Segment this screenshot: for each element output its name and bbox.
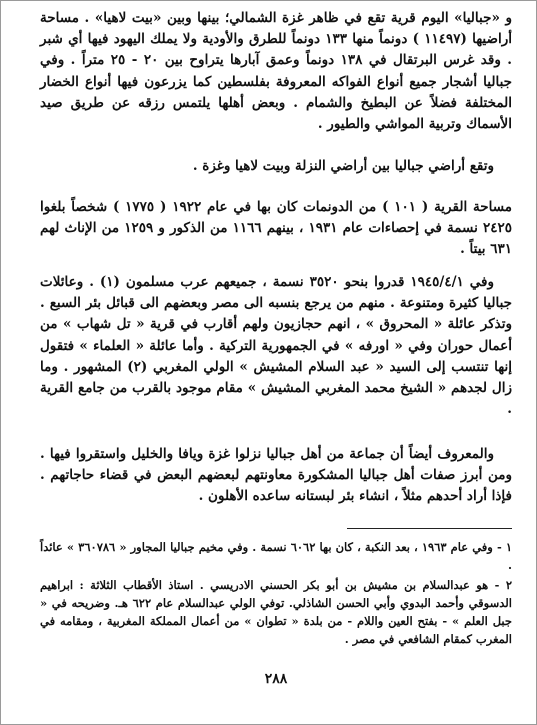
body-paragraph-1: و «جباليا» اليوم قرية تقع في ظاهر غزة الشمالي؛ بينها وبين «بيت لاهيا» . مساحة أراضيها (١١٤٩٧ ) دونماً منها ١٣٣ دونماً للطرق والأودية ولا يملك اليهود فيها أي شبر . وقد غرس البرتقال في ١٣٨ دونماً وعمق آبارها يتراوح بين ٢٠ - ٢٥ متراً . وفي جباليا أشجار جميع أنواع الفواكه المعروفة بفلسطين كما يزرعون فيها أنواع الخضار المختلفة فضلاً عن البطيخ والشمام . وبعض أهلها يلتمس رزقه عن طريق صيد الأسماك وتربية المواشي والطيور .: [40, 10, 512, 133]
page-number: ٢٨٨: [264, 671, 288, 687]
body-paragraph-2: وتقع أراضي جباليا بين أراضي النزلة وبيت لاهيا وغزة .: [192, 158, 494, 174]
body-paragraph-5: والمعروف أيضاً أن جماعة من أهل جباليا نزلوا غزة ويافا والخليل واستقروا فيها . ومن أبرز صفات أهل جباليا المشكورة معاونتهم لبعضهم البعض في قضاء حاجاتهم . فإذا أراد أحدهم مثلاً ، انشاء بئر لبستانه ساعده الأهلون .: [40, 446, 512, 505]
footnote-1: ١ - وفي عام ١٩٦٣ ، بعد النكبة ، كان بها ٦٠٦٢ نسمة . وفي مخيم جباليا المجاور « ٣٦٠٧٨٦ » عائداً .: [40, 540, 512, 572]
footnote-separator: [347, 528, 512, 529]
footnote-2: ٢ - هو عبدالسلام بن مشيش بن أبو بكر الحسني الادريسي . استاذ الأقطاب الثلاثة : ابراهيم الدسوقي وأحمد البدوي وأبي الحسن الشاذلي. توفي الولي عبدالسلام عام ٦٢٢ هـ. وضريحه في « جبل العلم » - بفتح العين واللام - من بلدة « تطوان » من أعمال المملكة المغربية ، ومقامه في المغرب كمقام الشافعي في مصر .: [40, 578, 512, 646]
body-paragraph-3: مساحة القرية ( ١٠١ ) من الدونمات كان بها في عام ١٩٢٢ ( ١٧٧٥ ) شخصاً بلغوا ٢٤٢٥ نسمة في إحصاءات عام ١٩٣١ ، بينهم ١١٦٦ من الذكور و ١٢٥٩ من الإناث لهم ٦٣١ بيتاً .: [40, 199, 512, 258]
body-paragraph-4: وفي ١٩٤٥/٤/١ قدروا بنحو ٣٥٢٠ نسمة ، جميعهم عرب مسلمون (١) . وعائلات جباليا كثيرة ومتنوعة . منهم من يرجع بنسبه الى مصر وبعضهم الى قبائل بئر السبع . وتذكر عائلة « المحروق » ، انهم حجازيون ولهم أقارب في قرية « تل شهاب » من أعمال حوران وفي « اورفه » في الجمهورية التركية . وأما عائلة « العلماء » فتقول إنها تنتسب إلى السيد « عبد السلام المشيش » الولي المغربي (٢) المشهور . وما زال لجدهم « الشيخ محمد المغربي المشيش » مقام موجود بالقرب من جامع القرية .: [40, 274, 512, 418]
